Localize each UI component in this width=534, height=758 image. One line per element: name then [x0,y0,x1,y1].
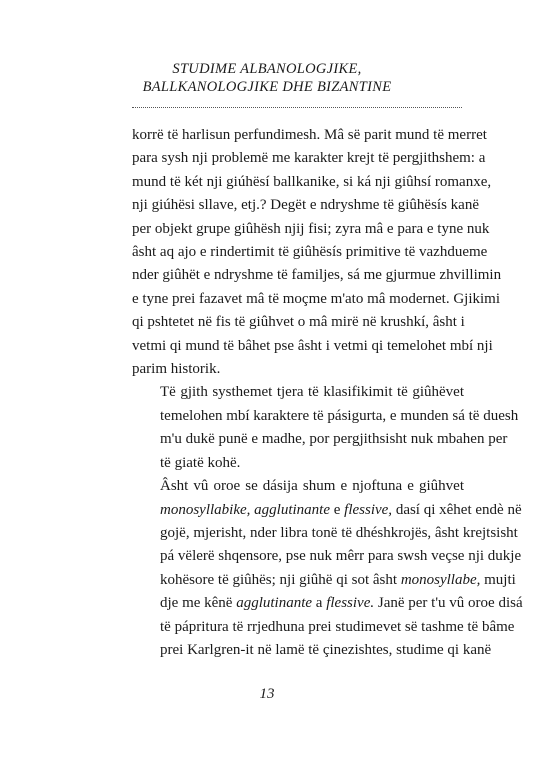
text-line [132,311,464,334]
text-run: e tyne prei fazavet mâ të moçme m'ato mâ modernet. Gjikimi [132,290,500,307]
text-line [132,616,515,639]
text-line [132,592,523,615]
text-line [132,241,488,264]
running-header-line-2: BALLKANOLOGJIKE DHE BIZANTINE [142,79,392,95]
paragraph [132,124,502,381]
page-number: 13 [259,686,275,702]
italic-term: flessive. [326,595,375,612]
text-run: e [329,501,345,518]
text-line [132,428,508,451]
running-header [0,60,534,96]
header-dotted-rule [132,107,462,108]
text-run: të giatë kohë. [160,454,241,471]
text-run: mujti [480,571,516,588]
text-run: temelohen mbí karaktere të pásigurta, e munden sá të duesh [160,407,519,424]
italic-term: agglutinante [236,595,313,612]
text-run: Âsht vû oroe se dásija shum e njoftuna e giûhvet [160,478,464,495]
text-run: dasí qi xêhet endè në [392,501,522,518]
text-line [132,264,502,287]
text-run: vetmi qi mund të bâhet pse âsht i vetmi qi temelohet mbí nji [132,337,493,354]
text-line [132,452,464,475]
text-line [132,405,519,428]
text-run: Të gjith systhemet tjera të klasifikimit të giûhëvet [160,384,464,401]
text-line [132,545,522,568]
text-run: gojë, mjerisht, nder libra tonë të dhéshkrojës, âsht krejtsisht [160,524,518,541]
text-line [132,288,500,311]
text-run: nder giûhët e ndryshme të familjes, sá me gjurmue zhvillimin [132,267,502,284]
text-line [132,358,464,381]
text-run: dje me kênë [160,595,237,612]
text-run: mund të két nji giúhësí ballkanike, si ká nji giûhsí romanxe, [132,173,492,190]
text-run: para sysh nji problemë me karakter krejt të pergjithshem: a [132,150,486,167]
text-run: pá vëlerë shqensore, pse nuk mêrr para swsh veçse nji dukje [160,548,522,565]
text-run: âsht aq ajo e rindertimit të giûhësís primitive të vazhdueme [132,244,488,261]
italic-term: monosyllabike, agglutinante [160,501,330,518]
text-line [132,475,464,498]
text-run: per objekt grupe giûhësh njij fisi; zyra mâ e para e tyne nuk [132,220,490,237]
text-run: kohësore të giûhës; nji giûhë qi sot âsht [160,571,401,588]
text-line [132,569,516,592]
body-text [132,124,523,662]
text-line [132,218,490,241]
text-line [132,147,486,170]
running-header-line-1: STUDIME ALBANOLOGJIKE, [172,61,362,77]
text-run: korrë të harlisun perfundimesh. Mâ së parit mund të merret [132,127,487,143]
text-line [132,381,464,404]
text-run: të pápritura të rrjedhuna prei studimevet së tashme të bâme [160,618,515,635]
paragraph [132,381,519,475]
text-line [132,639,492,662]
italic-term: monosyllabe, [400,571,481,588]
text-run: parim historik. [132,361,221,378]
text-run: m'u dukë punë e madhe, por pergjithsisht nuk mbahen per [160,431,508,448]
text-run: a [312,595,327,612]
text-run: qi pshtetet në fis të giûhvet o mâ mirë në krushkí, âsht i [132,314,465,331]
paragraph [132,475,523,662]
text-line [132,335,493,358]
text-line [132,522,518,545]
text-line [132,171,492,194]
text-line [132,499,522,522]
text-run: prei Karlgren-it në lamë të çinezishtes, studime qi kanë [160,641,492,658]
text-run: Janë per t'u vû oroe disá [374,595,523,612]
text-line [132,194,479,217]
text-run: nji giúhësi sllave, etj.? Degët e ndryshme të giûhësís kanë [132,197,479,214]
text-line [132,124,487,147]
italic-term: flessive, [344,501,393,518]
